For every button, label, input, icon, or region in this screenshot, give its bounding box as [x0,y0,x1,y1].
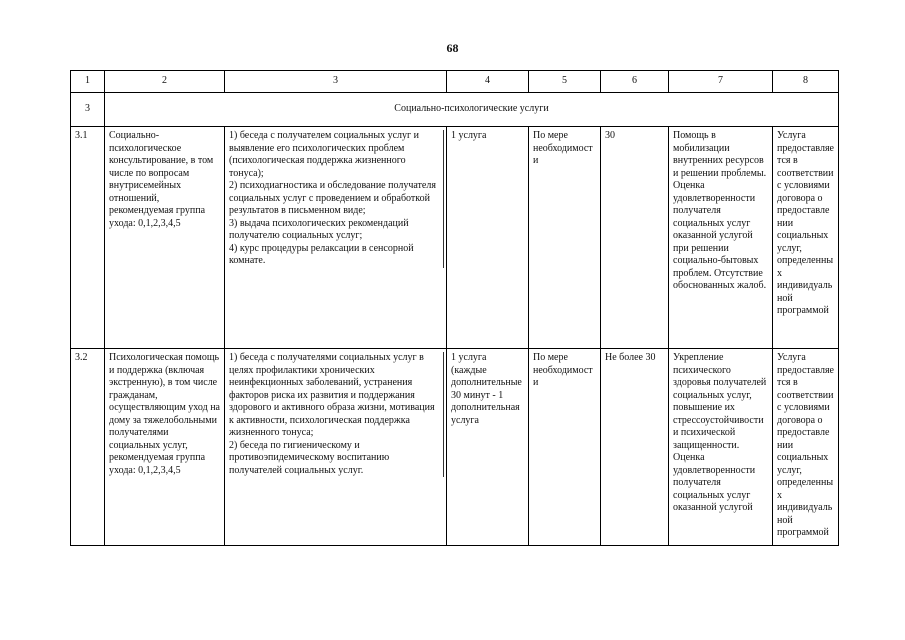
header-cell-6: 6 [601,71,669,93]
service-unit: 1 услуга (каждые дополнительные 30 минут - 1 дополнительная услуга [447,349,529,546]
header-cell-5: 5 [529,71,601,93]
section-title: Социально-психологические услуги [105,93,839,127]
header-cell-4: 4 [447,71,529,93]
service-name: Социально-психологическое консультирование, в том числе по вопросам внутрисемейных отношений, рекомендуемая группа ухода: 0,1,2,3,4,5 [105,127,225,349]
service-quality: Укрепление психического здоровья получателей социальных услуг, повышение их стрессоустойчивости и психической защищенности. Оценка удовлетворенности получателя социальных услуг оказанной услугой [669,349,773,546]
header-row [71,71,839,93]
row-number: 3.1 [71,127,105,349]
header-cell-7: 7 [669,71,773,93]
service-frequency: По мере необходимости [529,349,601,546]
service-content-text: 1) беседа с получателем социальных услуг и выявление его психологических проблем (психологическая поддержка жизненного тонуса); 2) психодиагностика и обследование получателя социальных услуг с проведением и обработкой результатов в письменном виде; 3) выдача психологических рекомендаций получателю социальных услуг; 4) курс процедуры релаксации в сенсорной комнате. [229,130,444,268]
service-conditions: Услуга предоставляется в соответствии с условиями договора о предоставлении социальных услуг, определенных индивидуальной программой [773,349,839,546]
service-duration: Не более 30 [601,349,669,546]
service-quality: Помощь в мобилизации внутренних ресурсов и решении проблемы. Оценка удовлетворенности получателя социальных услуг оказанной услугой при решении социально-бытовых проблем. Отсутствие обоснованных жалоб. [669,127,773,349]
service-conditions: Услуга предоставляется в соответствии с условиями договора о предоставлении социальных услуг, определенных индивидуальной программой [773,127,839,349]
header-cell-8: 8 [773,71,839,93]
service-name: Психологическая помощь и поддержка (включая экстренную), в том числе гражданам, осуществляющим уход на дому за тяжелобольными получателями социальных услуг, рекомендуемая группа ухода: 0,1,2,3,4,5 [105,349,225,546]
service-content [225,349,447,546]
page-number: 68 [446,41,459,55]
section-number: 3 [71,93,105,127]
service-duration: 30 [601,127,669,349]
section-row [71,93,839,127]
table-row [71,127,839,349]
header-cell-1: 1 [71,71,105,93]
service-content-text: 1) беседа с получателями социальных услуг в целях профилактики хронических неинфекционных заболеваний, устранения факторов риска их развития и поддержания здорового и активного образа жизни, мотивация к активности, психологическая поддержка жизненного тонуса; 2) беседа по гигиеническому и противоэпидемическому воспитанию получателей социальных услуг. [229,352,444,477]
row-number: 3.2 [71,349,105,546]
services-table [70,70,839,546]
table-row [71,349,839,546]
service-unit: 1 услуга [447,127,529,349]
header-cell-2: 2 [105,71,225,93]
service-content [225,127,447,349]
service-frequency: По мере необходимости [529,127,601,349]
header-cell-3: 3 [225,71,447,93]
